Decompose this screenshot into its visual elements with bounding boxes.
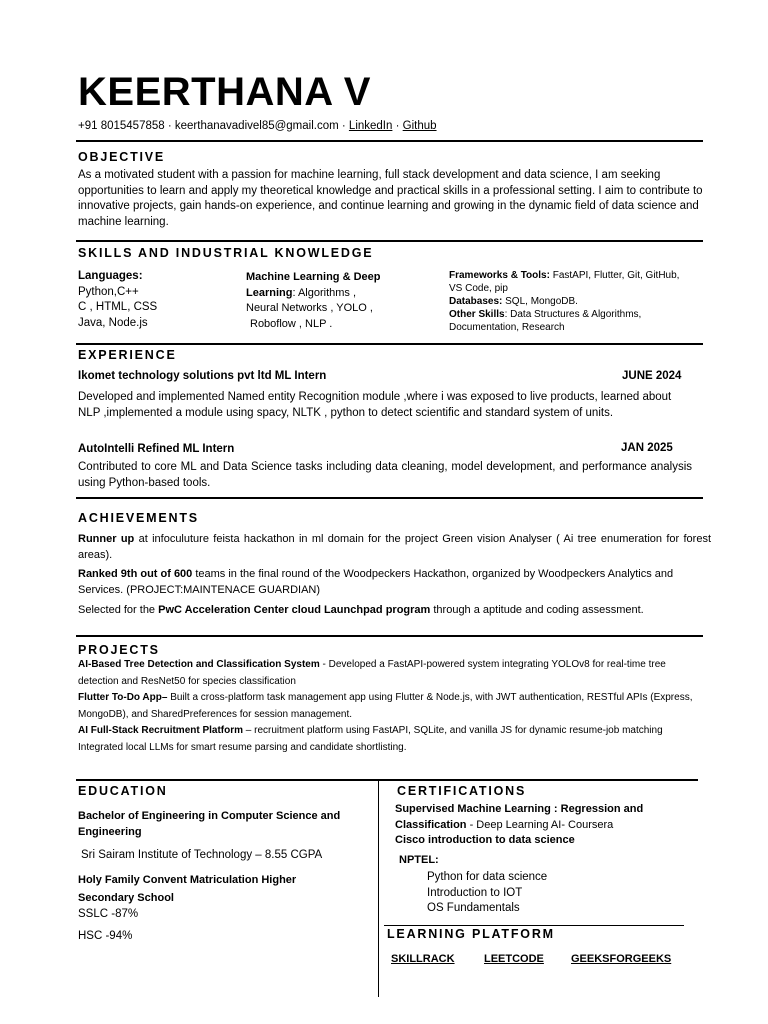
nptel-label: NPTEL: — [399, 854, 439, 866]
job-description: Contributed to core ML and Data Science tasks including data cleaning, model development, and performance analysis using Python-based tools. — [78, 461, 692, 489]
project-description: - Developed a FastAPI-powered system integrating YOLOv8 for real-time tree detection and ResNet50 for species classification — [78, 659, 666, 687]
contact-details: +91 8015457858 · keerthanavadivel85@gmail.com · — [78, 120, 346, 132]
ml-label: Machine Learning & Deep — [246, 271, 381, 283]
project-name: AI-Based Tree Detection and Classification System — [78, 659, 320, 670]
languages-line: C , HTML, CSS — [78, 301, 158, 313]
job-title: AutoIntelli Refined ML Intern — [78, 443, 235, 455]
achievement-text: at infoculuture feista hackathon in ml domain for the project Green vision Analyser ( Ai tree enumeration for forest areas). — [78, 533, 711, 561]
project-item — [78, 690, 700, 723]
education-hsc: HSC -94% — [78, 930, 133, 942]
achievement-text: through a aptitude and coding assessment. — [430, 604, 644, 616]
platform-leetcode[interactable]: LEETCODE — [484, 953, 544, 965]
nptel-course: OS Fundamentals — [427, 902, 520, 914]
project-item — [78, 723, 700, 756]
achievements-title: ACHIEVEMENTS — [78, 511, 199, 525]
nptel-course: Introduction to IOT — [427, 886, 523, 899]
languages-line: Python,C++ — [78, 285, 139, 298]
skills-title: SKILLS AND INDUSTRIAL KNOWLEDGE — [78, 246, 374, 260]
candidate-name: KEERTHANA V — [78, 70, 371, 114]
platform-geeksforgeeks[interactable]: GEEKSFORGEEKS — [571, 953, 672, 965]
divider — [76, 240, 703, 242]
certification-name: Supervised Machine Learning : Regression and Classification — [395, 803, 644, 831]
languages-line: Java, Node.js — [78, 316, 148, 329]
job-date: JUNE 2024 — [622, 370, 682, 382]
ml-line: : Algorithms , — [292, 286, 357, 299]
education-school: Holy Family Convent Matriculation Higher Secondary School — [78, 874, 297, 904]
objective-title: OBJECTIVE — [78, 150, 166, 164]
github-link[interactable]: Github — [402, 120, 437, 132]
divider — [76, 140, 703, 142]
frameworks-label: Frameworks & Tools: — [449, 270, 550, 281]
skills-ml — [246, 270, 446, 332]
job-date: JAN 2025 — [621, 442, 673, 454]
certification-item — [395, 802, 695, 833]
objective-text: As a motivated student with a passion for machine learning, full stack development and data science, I am seeking opportunities to learn and apply my theoretical knowledge and practical skills in a professional setting. I aim to contribute to innovative projects, gain hands-on experience, and continue learning and growing in the dynamic field of data science and machine learning. — [78, 169, 703, 228]
project-name: AI Full-Stack Recruitment Platform — [78, 725, 244, 736]
skills-tools — [449, 269, 689, 334]
column-divider — [378, 779, 379, 997]
achievement-highlight: Runner up — [78, 533, 135, 545]
experience-title: EXPERIENCE — [78, 348, 177, 362]
frameworks-value: FastAPI, Flutter, Git, GitHub, VS Code, pip — [449, 270, 680, 294]
nptel-list — [427, 870, 547, 917]
divider — [76, 635, 703, 637]
linkedin-link[interactable]: LinkedIn — [348, 120, 393, 132]
job-title: Ikomet technology solutions pvt ltd ML Intern — [78, 370, 327, 382]
achievement-item — [78, 603, 708, 619]
achievement-item — [78, 567, 678, 598]
project-name: Flutter To-Do App– — [78, 692, 168, 703]
other-skills-value: : Data Structures & Algorithms, Documentation, Research — [449, 309, 642, 333]
education-degree: Bachelor of Engineering in Computer Science and Engineering — [78, 810, 341, 838]
contact-separator: · — [395, 120, 400, 132]
divider — [76, 779, 698, 781]
project-description: Built a cross-platform task management app using Flutter & Node.js, with JWT authentication, RESTful APIs (Express, MongoDB), and SharedPreferences for session management. — [78, 692, 693, 720]
databases-label: Databases: — [449, 296, 503, 307]
ml-line: Neural Networks , YOLO , — [246, 302, 373, 314]
languages-label: Languages: — [78, 270, 143, 282]
other-skills-label: Other Skills — [449, 309, 505, 320]
education-sslc: SSLC -87% — [78, 908, 139, 920]
education-college: Sri Sairam Institute of Technology – 8.55 CGPA — [81, 849, 323, 861]
achievement-text: teams in the final round of the Woodpeckers Hackathon, organized by Woodpeckers Analytics and Services. (PROJECT:MAINTENACE GUARDIAN) — [78, 568, 674, 596]
ml-label-cont: Learning — [246, 286, 293, 299]
skills-languages — [78, 269, 238, 331]
divider — [76, 497, 703, 499]
learning-platform-title: LEARNING PLATFORM — [387, 927, 555, 941]
project-description: – recruitment platform using FastAPI, SQLite, and vanilla JS for dynamic resume-job matching Integrated local LLMs for smart resume parsing and candidate shortlisting. — [78, 725, 663, 753]
job-description: Developed and implemented Named entity Recognition module ,where i was exposed to live products, learned about NLP ,implemented a module using spacy, NLTK , python to detect scientific and standard system of units. — [78, 391, 672, 419]
achievement-item — [78, 532, 711, 563]
divider — [76, 343, 703, 345]
projects-title: PROJECTS — [78, 643, 160, 657]
achievement-highlight: PwC Acceleration Center cloud Launchpad program — [158, 604, 431, 616]
certification-item: Cisco introduction to data science — [395, 834, 575, 846]
nptel-course: Python for data science — [427, 871, 548, 883]
achievement-highlight: Ranked 9th out of 600 — [78, 568, 193, 580]
ml-line: Roboflow , NLP . — [250, 317, 333, 330]
contact-line — [78, 119, 437, 133]
education-title: EDUCATION — [78, 784, 168, 798]
databases-value: SQL, MongoDB. — [502, 296, 578, 307]
project-item — [78, 657, 700, 690]
divider — [384, 925, 684, 926]
platform-skillrack[interactable]: SKILLRACK — [391, 953, 455, 965]
certification-provider: - Deep Learning AI- Coursera — [466, 818, 614, 831]
certifications-title: CERTIFICATIONS — [397, 784, 527, 798]
achievement-text: Selected for the — [78, 604, 159, 616]
